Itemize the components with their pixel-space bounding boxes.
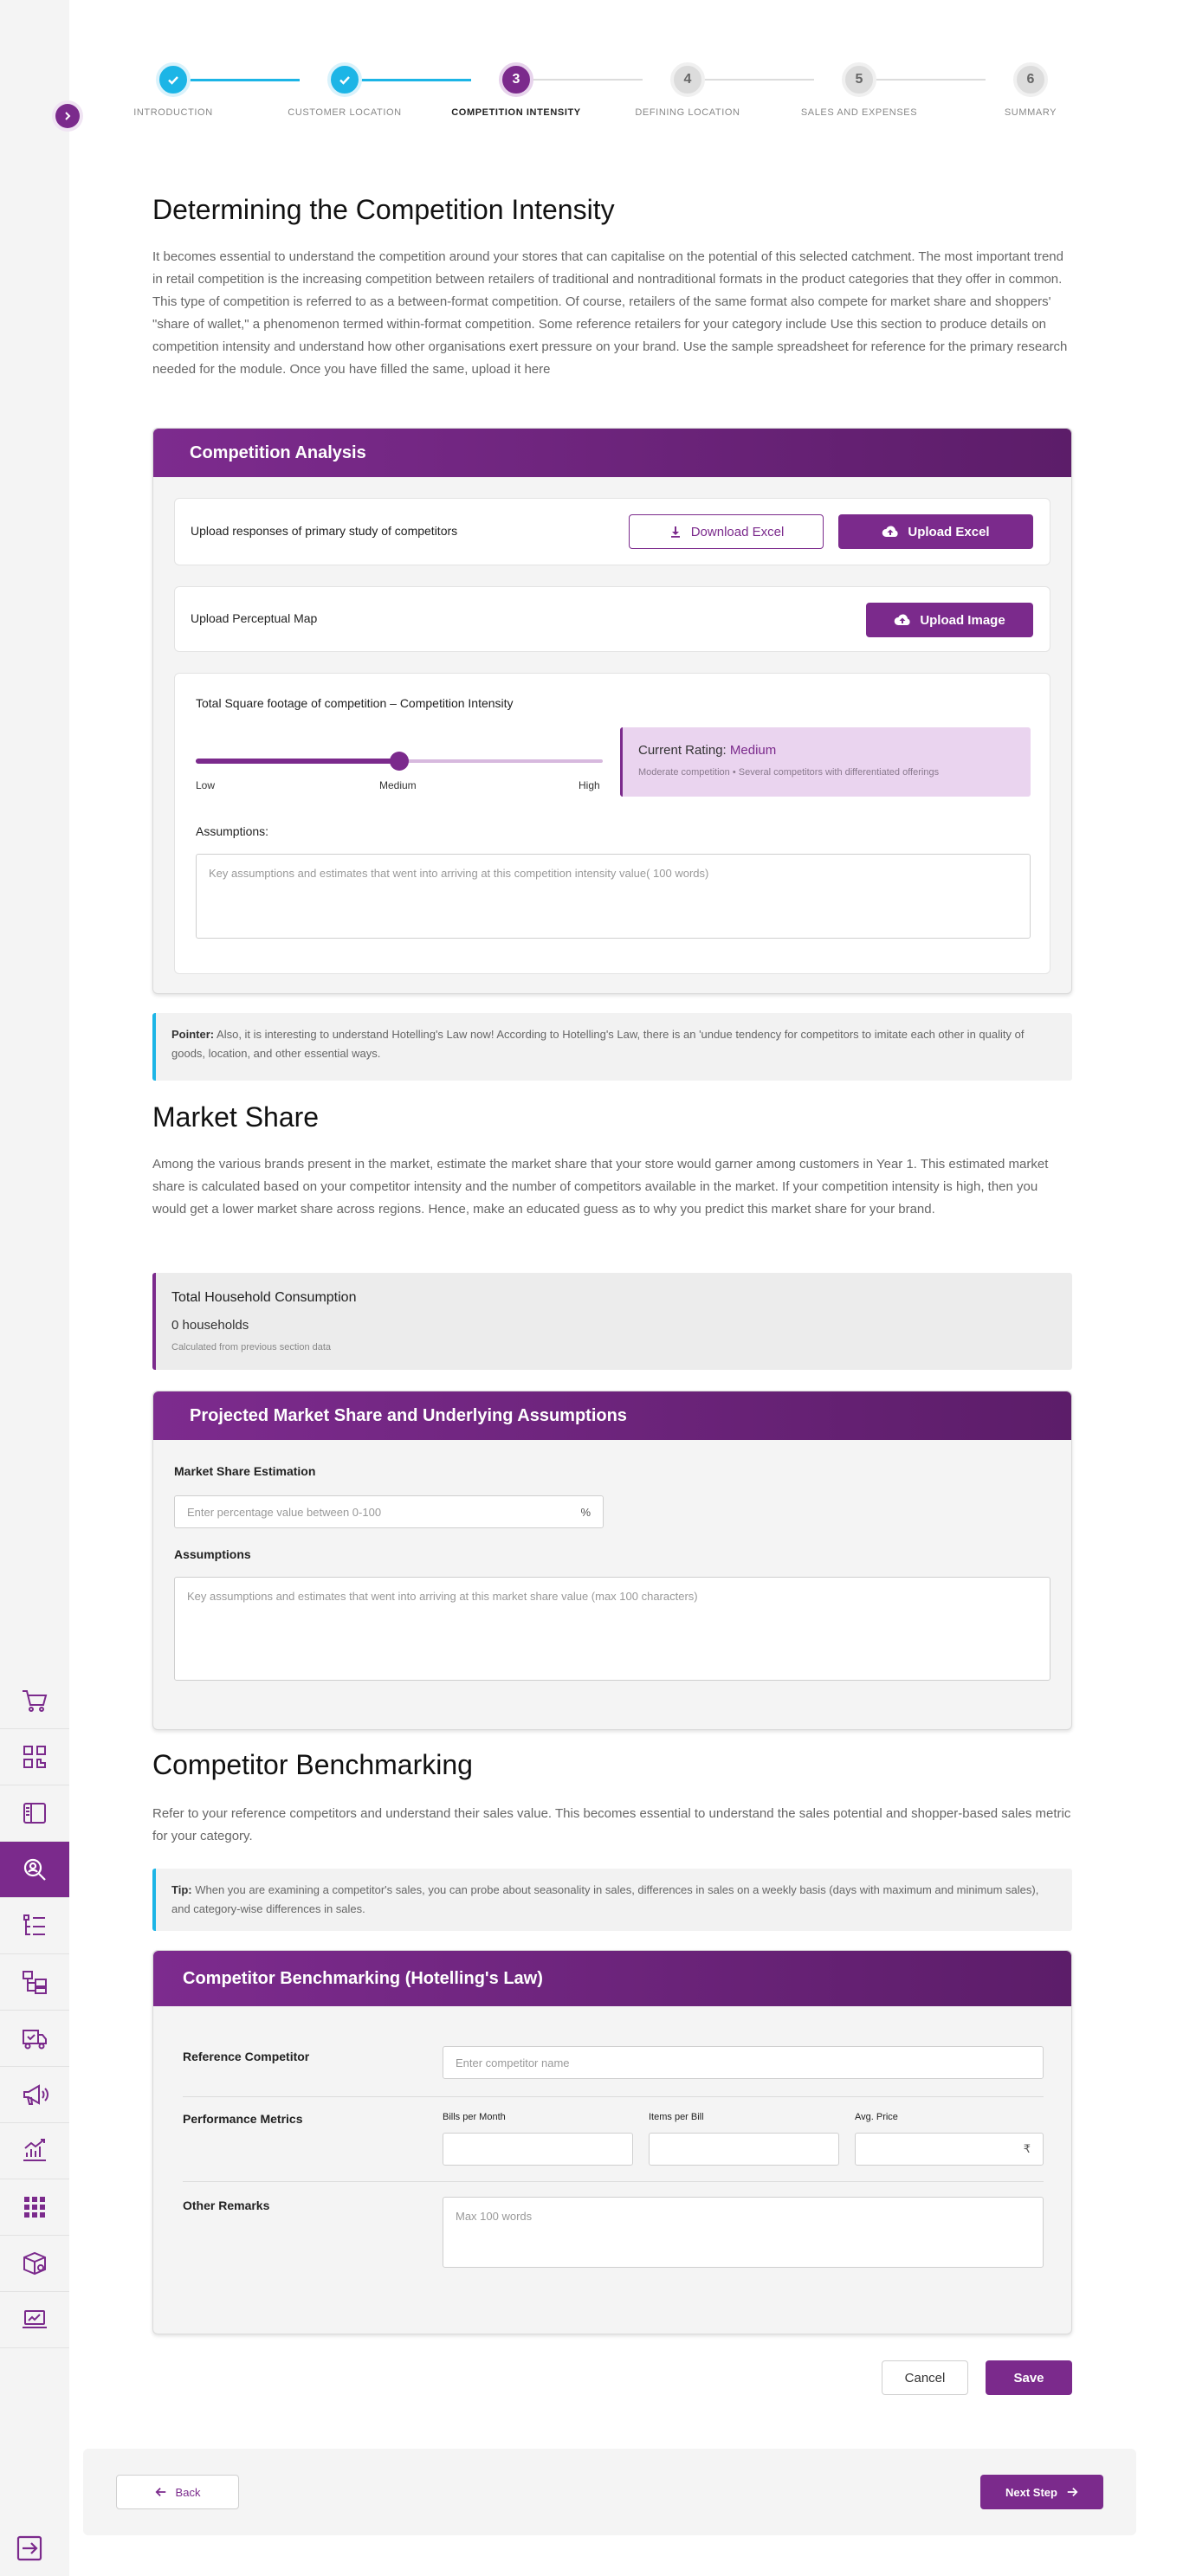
download-excel-label: Download Excel: [690, 524, 785, 539]
check-icon: [166, 73, 180, 87]
cancel-button[interactable]: Cancel: [882, 2360, 968, 2395]
megaphone-icon: [20, 2080, 49, 2109]
sidebar-item-org[interactable]: [0, 1954, 69, 2011]
sidebar-item-package[interactable]: [0, 2236, 69, 2292]
step-label: COMPETITION INTENSITY: [451, 107, 581, 118]
step-done-circle: [327, 62, 362, 97]
avg-price-label: Avg. Price: [855, 2112, 898, 2122]
sidebar-item-marketing[interactable]: [0, 2067, 69, 2123]
upload-responses-panel: [174, 498, 1050, 565]
tip-note: [152, 1869, 1072, 1931]
upload-map-panel: [174, 586, 1050, 652]
growth-chart-icon: [20, 2136, 49, 2166]
pointer-text: Also, it is interesting to understand Hotelling's Law now! According to Hotelling's Law, there is an 'undue tendency for competitors to imitate each other in quality of goods, location, and other essential ways.: [171, 1028, 1025, 1060]
market-share-description: Among the various brands present in the market, estimate the market share that your store would garner among customers in Year 1. This estimated market share is calculated based on your competitor intensity and the number of competitors available in the market. If your competition intensity is high, then you would get a lower market share across regions. Hence, make an educated guess as to why you predict this market share for your brand.: [152, 1157, 1049, 1217]
step-introduction[interactable]: [87, 62, 260, 118]
benchmarking-card: [152, 1950, 1072, 2334]
items-per-bill-label: Items per Bill: [649, 2112, 704, 2122]
upload-map-label: Upload Perceptual Map: [191, 611, 318, 625]
sidebar: [0, 0, 69, 2576]
pointer-label: Pointer:: [171, 1028, 215, 1041]
slider-medium-label: Medium: [379, 779, 417, 791]
market-share-card: [152, 1391, 1072, 1730]
household-value: 0 households: [171, 1318, 249, 1333]
divider: [183, 2181, 1044, 2182]
benchmarking-description: Refer to your reference competitors and understand their sales value. This becomes essential to understand the sales potential and shopper-based sales metric for your category.: [152, 1806, 1071, 1843]
save-label: Save: [1013, 2370, 1044, 2386]
competition-description: It becomes essential to understand the competition around your stores that can capitalise on the potential of this selected catchment. The most important trend in retail competition is the increasing competition between retailers of traditional and nontraditional formats in the product categories that they offer in common. This type of competition is referred to as a between-format competition. Of course, retailers of the same format also compete for market share and shoppers' "share of wallet," a phenomenon termed within-format competition. Some reference retailers for your category include Use this section to produce details on competition intensity and understand how other organisations exert pressure on your brand. Use the sample spreadsheet for reference for the primary research needed for the module. Once you have filled the same, upload it here: [152, 249, 1068, 377]
pointer-note: [152, 1013, 1072, 1081]
divider: [183, 2096, 1044, 2097]
sidebar-item-growth[interactable]: [0, 2123, 69, 2179]
intensity-panel: [174, 673, 1050, 974]
slider-low-label: Low: [196, 779, 216, 791]
percent-symbol: %: [580, 1505, 591, 1519]
step-sales-expenses[interactable]: [773, 62, 946, 118]
card-title: Projected Market Share and Underlying Assumptions: [153, 1391, 1071, 1440]
upload-image-button[interactable]: [866, 603, 1033, 637]
upload-excel-label: Upload Excel: [908, 524, 990, 539]
step-defining-location[interactable]: [601, 62, 774, 118]
step-label: INTRODUCTION: [133, 107, 213, 118]
other-remarks-label: Other Remarks: [183, 2198, 270, 2212]
reference-competitor-input[interactable]: Enter competitor name: [443, 2046, 1044, 2079]
market-share-assumptions-label: Assumptions: [174, 1547, 251, 1561]
step-label: DEFINING LOCATION: [635, 107, 740, 118]
intensity-slider[interactable]: [196, 752, 603, 795]
items-per-bill-input[interactable]: [649, 2133, 839, 2166]
arrow-right-icon: [1066, 2486, 1078, 2498]
arrow-left-icon: [155, 2486, 167, 2498]
cloud-upload-icon: [894, 613, 911, 627]
sidebar-nav: [0, 1673, 69, 2348]
apps-grid-icon: [20, 2192, 49, 2222]
competition-assumptions-textarea[interactable]: Key assumptions and estimates that went into arriving at this competition intensity value( 100 words): [196, 854, 1031, 939]
current-rating-box: [620, 727, 1031, 797]
sidebar-item-list[interactable]: [0, 1898, 69, 1954]
sidebar-item-competition[interactable]: [0, 1842, 69, 1898]
bills-per-month-input[interactable]: [443, 2133, 633, 2166]
laptop-chart-icon: [20, 2305, 49, 2334]
market-share-assumptions-textarea[interactable]: Key assumptions and estimates that went into arriving at this market share value (max 100 characters): [174, 1577, 1050, 1681]
check-icon: [338, 73, 352, 87]
slider-thumb[interactable]: [390, 752, 409, 771]
back-button[interactable]: [116, 2475, 239, 2509]
step-competition-intensity[interactable]: [430, 62, 603, 118]
market-share-input[interactable]: [174, 1495, 604, 1528]
download-icon: [669, 525, 682, 539]
slider-high-label: High: [579, 779, 600, 791]
reference-competitor-label: Reference Competitor: [183, 2050, 310, 2063]
truck-check-icon: [20, 2024, 49, 2053]
cloud-upload-icon: [882, 525, 899, 539]
org-chart-icon: [20, 1967, 49, 1997]
sidebar-item-layout[interactable]: [0, 1785, 69, 1842]
next-step-label: Next Step: [1005, 2485, 1057, 2499]
sidebar-item-apps[interactable]: [0, 2179, 69, 2236]
tip-label: Tip:: [171, 1883, 192, 1896]
step-label: CUSTOMER LOCATION: [288, 107, 402, 118]
logout-icon: [15, 2534, 44, 2563]
sidebar-item-cart[interactable]: [0, 1673, 69, 1729]
competition-analysis-card: [152, 428, 1072, 994]
upload-excel-button[interactable]: [838, 514, 1033, 549]
step-number: 3: [499, 62, 533, 97]
logout-button[interactable]: [14, 2533, 45, 2564]
benchmarking-title: Competitor Benchmarking: [152, 1749, 473, 1780]
footer-navigation: [83, 2449, 1136, 2535]
currency-symbol: ₹: [1023, 2142, 1031, 2155]
step-number: 6: [1013, 62, 1048, 97]
sidebar-item-delivery[interactable]: [0, 2011, 69, 2067]
household-consumption-box: [152, 1273, 1072, 1370]
sidebar-toggle-button[interactable]: [55, 104, 80, 128]
step-done-circle: [156, 62, 191, 97]
slider-fill: [196, 759, 399, 764]
rating-description: Moderate competition • Several competitors with differentiated offerings: [638, 767, 940, 778]
step-number: 5: [842, 62, 876, 97]
package-icon: [20, 2249, 49, 2278]
page-title: Determining the Competition Intensity: [152, 194, 615, 225]
step-label: SALES AND EXPENSES: [800, 107, 918, 118]
rating-prefix: Current Rating:: [638, 743, 727, 758]
step-customer-location[interactable]: [258, 62, 431, 118]
upload-image-label: Upload Image: [920, 612, 1005, 628]
qr-grid-icon: [20, 1742, 49, 1772]
tip-text: When you are examining a competitor's sales, you can probe about seasonality in sales, differences in sales on a weekly basis (days with maximum and minimum sales), and category-wise differences in sales.: [171, 1883, 1039, 1915]
next-step-button[interactable]: [980, 2475, 1103, 2509]
assumptions-label: Assumptions:: [196, 824, 269, 838]
upload-responses-label: Upload responses of primary study of competitors: [191, 524, 458, 538]
chevron-right-icon: [62, 111, 73, 121]
household-note: Calculated from previous section data: [171, 1342, 332, 1353]
location-search-icon: [20, 1855, 49, 1884]
back-label: Back: [175, 2485, 201, 2499]
household-title: Total Household Consumption: [171, 1290, 357, 1305]
save-button[interactable]: [986, 2360, 1072, 2395]
list-tree-icon: [20, 1911, 49, 1940]
step-label: SUMMARY: [1004, 107, 1057, 118]
step-summary[interactable]: [944, 62, 1117, 118]
card-title: Competition Analysis: [153, 429, 1071, 477]
market-share-title: Market Share: [152, 1101, 320, 1133]
cart-icon: [20, 1686, 49, 1715]
market-share-estimation-label: Market Share Estimation: [174, 1464, 316, 1478]
avg-price-input[interactable]: [855, 2133, 1044, 2166]
rating-value: Medium: [729, 743, 777, 758]
other-remarks-textarea[interactable]: Max 100 words: [443, 2197, 1044, 2268]
intensity-title: Total Square footage of competition – Competition Intensity: [196, 696, 514, 710]
step-number: 4: [670, 62, 705, 97]
layout-icon: [20, 1798, 49, 1828]
card-title: Competitor Benchmarking (Hotelling's Law): [153, 1951, 1071, 2006]
progress-stepper: [130, 62, 1091, 132]
sidebar-item-reports[interactable]: [0, 2292, 69, 2348]
performance-metrics-label: Performance Metrics: [183, 2112, 303, 2126]
market-share-placeholder: Enter percentage value between 0-100: [187, 1505, 382, 1519]
sidebar-item-qr[interactable]: [0, 1729, 69, 1785]
bills-per-month-label: Bills per Month: [443, 2112, 506, 2122]
download-excel-button[interactable]: [629, 514, 824, 549]
